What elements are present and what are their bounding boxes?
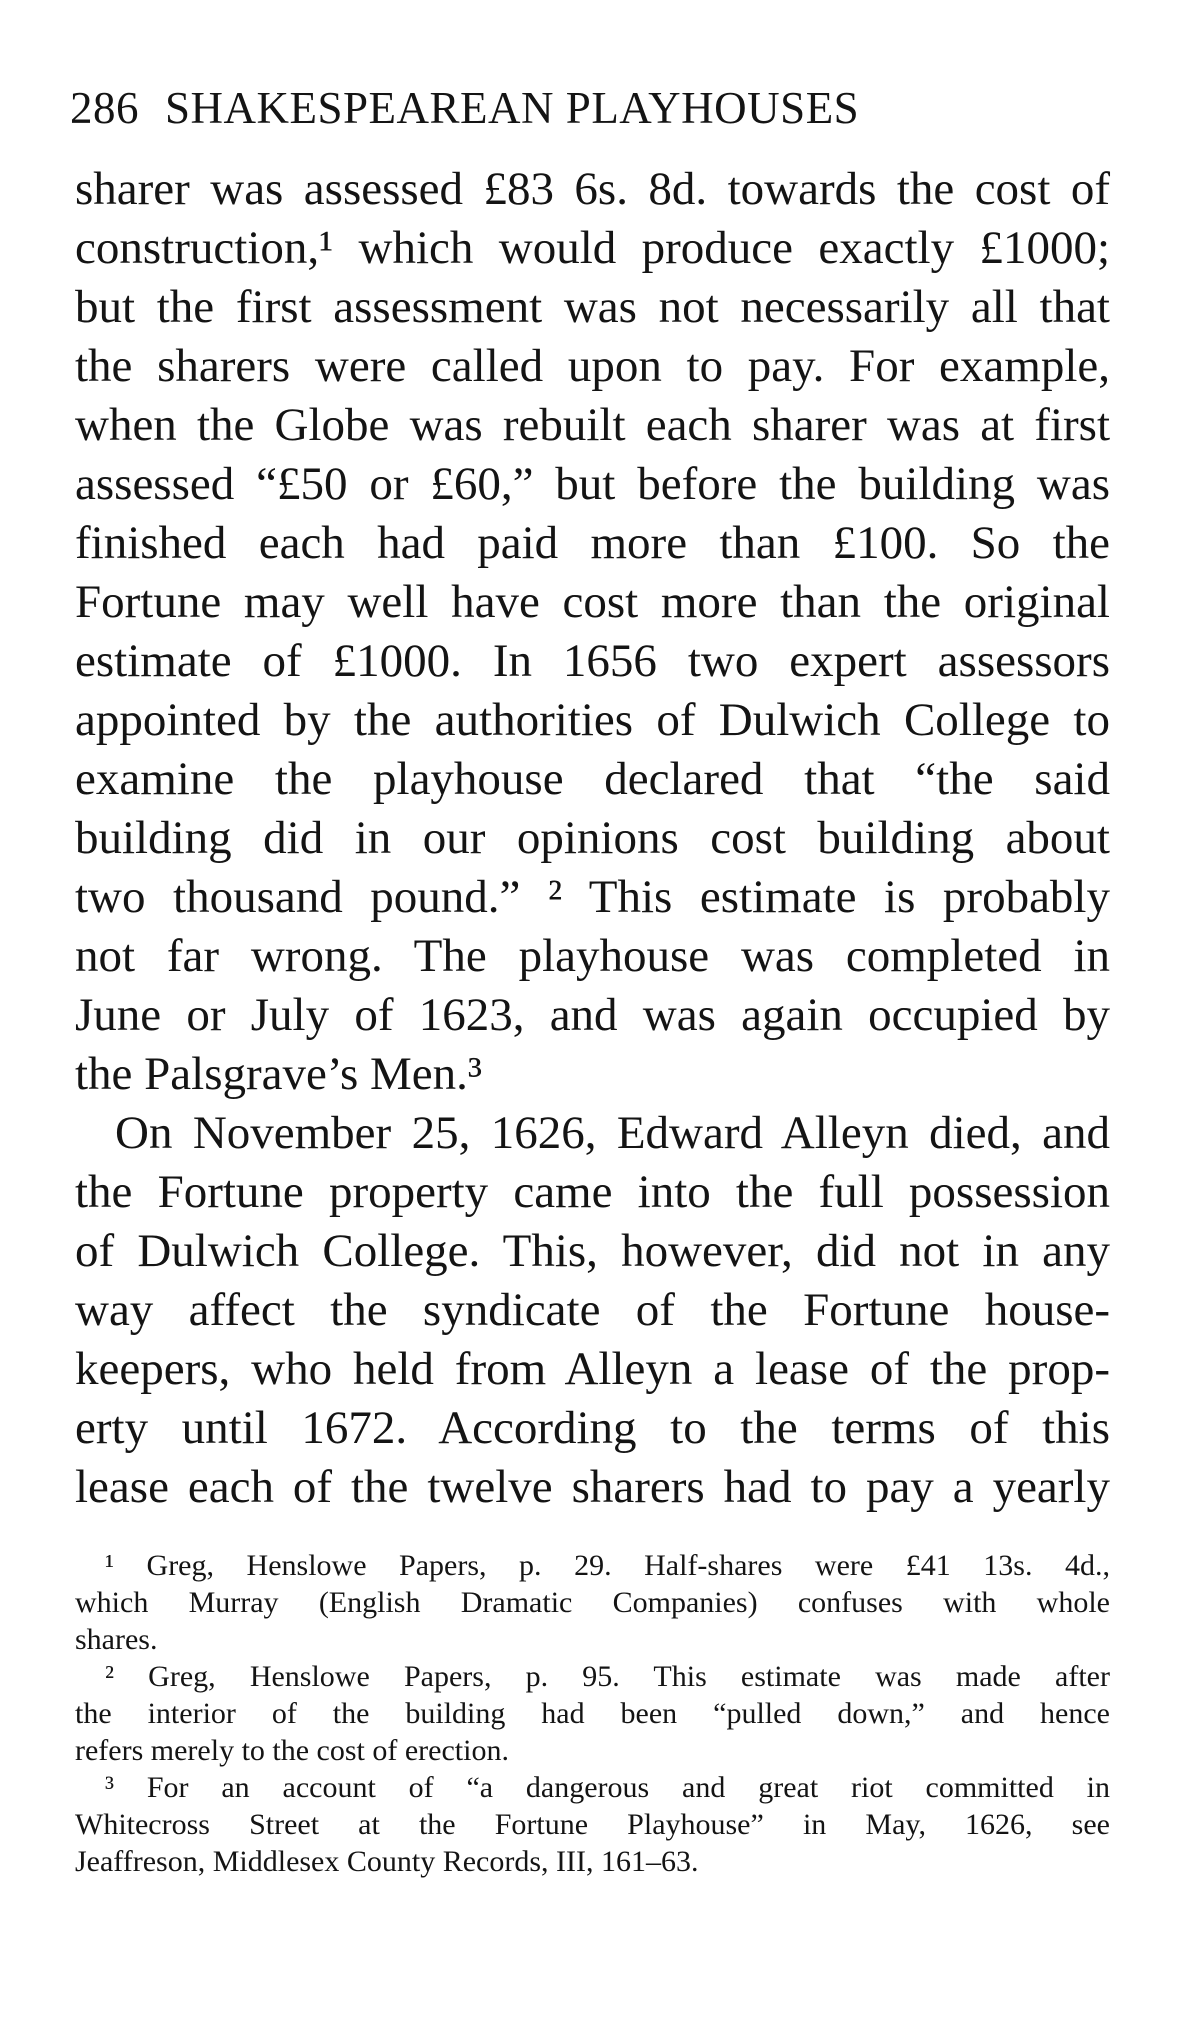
text-line: the sharers were called upon to pay. For example,	[75, 340, 1110, 392]
running-title: SHAKESPEAREAN PLAYHOUSES	[165, 83, 860, 133]
footnote-1-line: which Murray (English Dramatic Companies) confuses with whole	[75, 1586, 1110, 1619]
text-line: examine the playhouse declared that “the said	[75, 753, 1110, 805]
text-line: the Palsgrave’s Men.³	[75, 1048, 482, 1100]
paragraph-start-line: On November 25, 1626, Edward Alleyn died, and	[115, 1107, 1110, 1159]
text-line: Fortune may well have cost more than the original	[75, 576, 1110, 628]
text-line: appointed by the authorities of Dulwich College to	[75, 694, 1110, 746]
running-head	[70, 78, 1110, 138]
text-line: of Dulwich College. This, however, did not in any	[75, 1225, 1110, 1277]
text-line: lease each of the twelve sharers had to pay a yearly	[75, 1461, 1110, 1513]
text-line: building did in our opinions cost building about	[75, 812, 1110, 864]
text-line: June or July of 1623, and was again occupied by	[75, 989, 1110, 1041]
text-line: assessed “£50 or £60,” but before the building was	[75, 458, 1110, 510]
text-line: construction,¹ which would produce exactly £1000;	[75, 222, 1110, 274]
footnote-2-line: refers merely to the cost of erection.	[75, 1734, 509, 1767]
text-line: keepers, who held from Alleyn a lease of the prop-	[75, 1343, 1110, 1395]
footnote-1-line: ¹ Greg, Henslowe Papers, p. 29. Half-shares were £41 13s. 4d.,	[105, 1549, 1110, 1582]
page-number: 286	[70, 83, 139, 133]
text-line: not far wrong. The playhouse was completed in	[75, 930, 1110, 982]
footnotes	[75, 1547, 1110, 1880]
footnote-2-line: the interior of the building had been “pulled down,” and hence	[75, 1697, 1110, 1730]
footnote-3-line: ³ For an account of “a dangerous and great riot committed in	[105, 1771, 1110, 1804]
text-line: two thousand pound.” ² This estimate is probably	[75, 871, 1110, 923]
footnote-1-line: shares.	[75, 1623, 158, 1656]
text-line: the Fortune property came into the full possession	[75, 1166, 1110, 1218]
footnote-3-line: Jeaffreson, Middlesex County Records, III, 161–63.	[75, 1845, 699, 1878]
text-line: way affect the syndicate of the Fortune house-	[75, 1284, 1110, 1336]
text-line: but the first assessment was not necessarily all that	[75, 281, 1110, 333]
text-line: when the Globe was rebuilt each sharer was at first	[75, 399, 1110, 451]
text-line: finished each had paid more than £100. So the	[75, 517, 1110, 569]
footnote-2-line: ² Greg, Henslowe Papers, p. 95. This estimate was made after	[105, 1660, 1110, 1693]
text-line: sharer was assessed £83 6s. 8d. towards the cost of	[75, 163, 1110, 215]
body-text	[75, 160, 1110, 1517]
footnote-3-line: Whitecross Street at the Fortune Playhouse” in May, 1626, see	[75, 1808, 1110, 1841]
text-line: estimate of £1000. In 1656 two expert assessors	[75, 635, 1110, 687]
text-line: erty until 1672. According to the terms of this	[75, 1402, 1110, 1454]
